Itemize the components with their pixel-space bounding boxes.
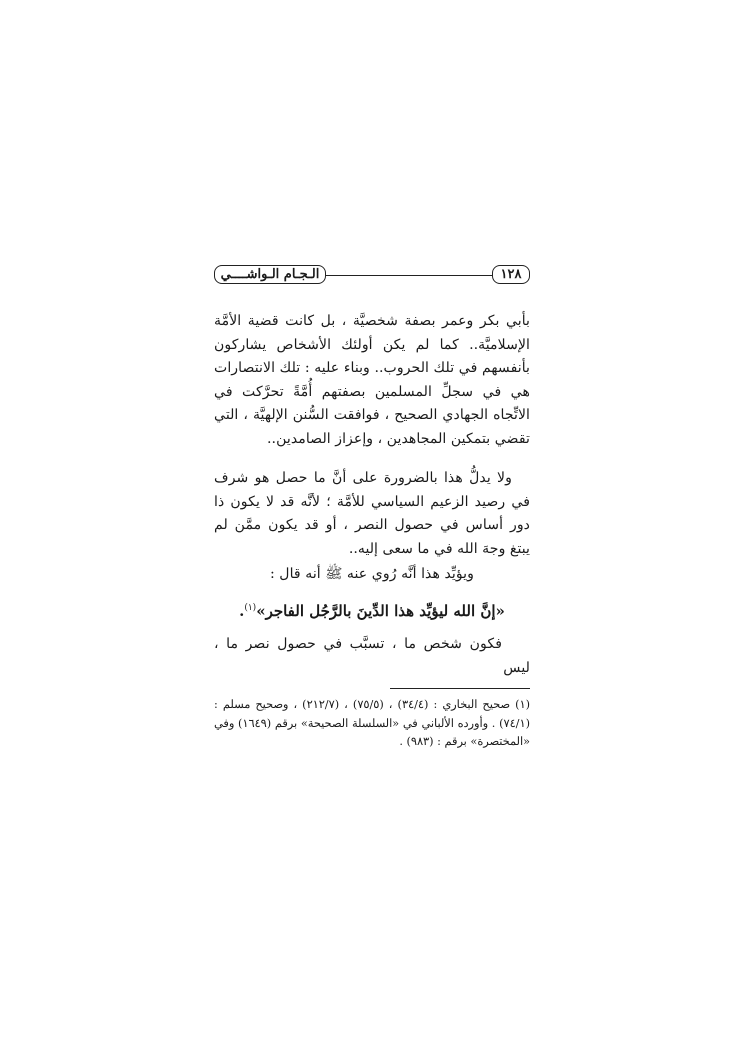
hadith-text: «إنَّ الله ليؤيِّد هذا الدِّينَ بالرَّجُل الفاجر» [256,601,505,620]
paragraph-2: ولا يدلُّ هذا بالضرورة على أنَّ ما حصل هو شرف في رصيد الزعيم السياسي للأمَّة ؛ لأنَّه قد لا يكون ذا دور أساس في حصول النصر ، أو قد يكون ممَّن لم يبتغ وجهَ الله في ما سعى إليه.. [214,470,530,557]
paragraph-3: ويؤيِّد هذا أنَّه رُوي عنه ﷺ أنه قال : [270,566,474,582]
hadith-quote [214,597,530,624]
footnote-marker: (١) [244,602,257,613]
hadith-period: . [239,601,245,620]
footnote [214,696,530,752]
page-number: ١٢٨ [492,265,530,284]
body-text [214,310,530,680]
paragraph-1: بأبي بكر وعمر بصفة شخصيَّة ، بل كانت قضية الأمَّة الإسلاميَّة.. كما لم يكن أولئك الأشخاص يشاركون بأنفسهم في تلك الحروب.. وبناء عليه : تلك الانتصارات هي في سجلِّ المسلمين بصفتهم أُمَّةً تحرَّكت في الاتِّجاه الجهادي الصحيح ، فوافقت السُّنن الإلهيَّة ، التي تقضي بتمكين المجاهدين ، وإعزاز الصامدين.. [214,313,530,447]
page-header [214,262,530,288]
paragraph-4: فكون شخص ما ، تسبَّب في حصول نصر ما ، ليس [214,636,530,676]
footnote-rule [390,688,530,689]
running-title: الـجـام الـواشــــي [214,265,326,284]
book-page [214,262,530,752]
footnote-text: (١) صحيح البخاري : (٣٤/٤) ، (٧٥/٥) ، (٢١٢/٧) ، وصحيح مسلم : (٧٤/١) . وأورده الألباني في «السلسلة الصحيحة» برقم (١٦٤٩) وفي «المختصرة» برقم : (٩٨٣) . [214,698,531,748]
